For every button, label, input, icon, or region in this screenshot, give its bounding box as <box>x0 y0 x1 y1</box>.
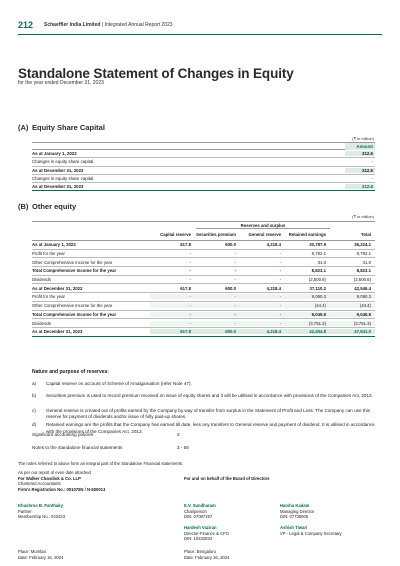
table-row <box>32 258 375 267</box>
other-equity-table <box>32 221 375 337</box>
partner-block <box>18 503 65 520</box>
capital-reserve-cell: 617.8 <box>150 329 195 334</box>
date-mumbai: Date: February 16, 2024 <box>18 554 64 560</box>
general-reserve-cell: - <box>240 321 285 326</box>
total-cell: 9,090.3 <box>330 294 375 299</box>
table-row <box>32 158 375 166</box>
partner-name: Khushroo B. Panthaky <box>18 503 63 508</box>
retained-earnings-cell: 30,787.9 <box>309 242 326 248</box>
reserves-group-header: Reserves and surplus <box>196 222 330 229</box>
place-date-mumbai <box>18 549 63 560</box>
table-row <box>32 319 375 328</box>
capital-reserve-cell: - <box>189 268 191 274</box>
section-a-heading <box>18 123 105 132</box>
equity-share-capital-table <box>32 142 375 191</box>
securities-premium-cell: 600.0 <box>225 242 236 248</box>
note-text: General reserve is created out of profits earned by the Company by way of transfer from surplus in the Statement of Profit and Loss. The Company can use this reserve for payment of dividends and/or issue of fully paid-up shares. <box>46 407 370 420</box>
securities-premium-cell: - <box>195 294 240 299</box>
securities-premium-cell: 600.0 <box>195 329 240 334</box>
cs-role: VP - Legal & Company Secretary <box>280 530 342 536</box>
header-rule <box>18 34 382 35</box>
integral-statement: The notes referred to above form an integral part of the Standalone Financial statements. <box>18 461 184 466</box>
place-mumbai: Place: Mumbai <box>18 549 46 554</box>
section-b-title: Other equity <box>32 202 77 211</box>
notes-heading: Nature and purpose of reserves: <box>32 369 109 375</box>
total-cell: 8,823.1 <box>356 268 371 274</box>
total-cell: 42,546.4 <box>354 285 371 291</box>
row-label: Other Comprehensive Income for the year <box>32 259 113 265</box>
retained-earnings-cell: 8,823.1 <box>311 268 326 274</box>
col-retained-earnings: Retained earnings <box>288 231 326 237</box>
auditor-name: For Walker Chandiok & Co. LLP <box>18 475 81 481</box>
total-cell: (3,751.3) <box>330 321 375 326</box>
retained-earnings-cell: 37,110.2 <box>309 285 326 291</box>
capital-reserve-cell: - <box>189 251 191 257</box>
capital-reserve-cell: - <box>150 321 195 326</box>
securities-premium-cell: - <box>195 321 240 326</box>
auditor-block <box>18 470 105 492</box>
table-row <box>32 241 375 250</box>
chair-role: Chairperson <box>184 508 207 514</box>
row-label: Profit for the year <box>32 294 65 300</box>
section-a-letter: (A) <box>18 123 29 132</box>
securities-premium-cell: - <box>234 268 236 274</box>
board-text: For and on behalf of the Board of Directors <box>184 476 270 481</box>
md-block <box>280 503 314 520</box>
table-row <box>32 267 375 276</box>
policies-value: 2 <box>177 432 180 437</box>
table-row <box>32 293 375 302</box>
company-name: Schaeffler India Limited <box>44 22 101 28</box>
partner-role: Partner <box>18 508 32 514</box>
md-name: Harsha Kadam <box>280 503 310 508</box>
total-cell: 31.0 <box>362 259 371 265</box>
notes-ref-label: Notes to the standalone financial statements <box>32 445 123 450</box>
row-amount: 312.6 <box>345 168 375 173</box>
row-label: As at December 31, 2022 <box>32 167 84 173</box>
col-total: Total <box>361 231 371 237</box>
col-general-reserve: General reserve <box>248 231 281 237</box>
capital-reserve-cell: - <box>150 312 195 317</box>
cfo-role: Director-Finance & CFO <box>184 530 229 536</box>
note-key: b) <box>32 393 37 398</box>
general-reserve-cell: 4,218.4 <box>266 285 281 291</box>
table-row <box>32 167 375 175</box>
page-number: 212 <box>18 20 34 30</box>
row-label: Dividends <box>32 277 51 283</box>
total-cell: 36,224.1 <box>354 242 371 248</box>
group-header-row <box>32 221 375 228</box>
accounting-policies-row <box>32 432 180 437</box>
policies-label: Significant accounting policies <box>32 432 94 437</box>
general-reserve-cell: - <box>279 251 281 257</box>
chair-name: E.V. Sundharam <box>184 503 216 508</box>
table-row <box>32 302 375 311</box>
table-row <box>32 328 375 337</box>
col-capital-reserve: Capital reserve <box>160 231 191 237</box>
securities-premium-cell: - <box>234 259 236 265</box>
row-label: Changes in equity share capital <box>32 176 94 182</box>
section-b-letter: (B) <box>18 202 29 211</box>
row-label: As at December 31, 2022 <box>32 285 83 291</box>
row-amount: - <box>371 159 373 165</box>
cfo-block <box>184 525 229 542</box>
reserve-note <box>32 381 377 388</box>
total-cell: (44.4) <box>330 303 375 308</box>
place-bengaluru: Place: Bengaluru <box>184 549 216 554</box>
report-title <box>44 22 173 28</box>
board-heading <box>184 476 270 482</box>
row-label: As at December 31, 2023 <box>32 329 83 335</box>
retained-earnings-cell: 31.0 <box>317 259 326 265</box>
table-row <box>32 250 375 259</box>
row-label: Dividends <box>32 320 51 326</box>
note-key: c) <box>32 407 36 413</box>
securities-premium-cell: 600.0 <box>225 285 236 291</box>
note-text: Securities premium is used to record premium received on issue of equity shares and it will be utilised in accordance with provisions of the Companies Act, 2013. <box>46 393 373 398</box>
general-reserve-cell: - <box>240 312 285 317</box>
table-row <box>32 175 375 183</box>
col-securities-premium: Securities premium <box>196 231 236 237</box>
general-reserve-cell: 4,218.4 <box>240 329 285 334</box>
reserve-note <box>32 408 377 421</box>
table-row <box>32 183 375 191</box>
amount-header: Amount <box>345 143 375 150</box>
table-row <box>32 311 375 320</box>
table-row <box>32 276 375 285</box>
capital-reserve-cell: - <box>189 277 191 283</box>
section-b-unit: (₹ in million) <box>352 214 374 219</box>
row-label: Total Comprehensive Income for the year <box>32 311 117 317</box>
general-reserve-cell: - <box>240 294 285 299</box>
auditor-type: Chartered Accountants <box>18 481 61 486</box>
row-label: Other Comprehensive Income for the year <box>32 303 113 309</box>
retained-earnings-cell: 8,792.1 <box>311 251 326 257</box>
page-header <box>18 18 382 32</box>
general-reserve-cell: - <box>279 277 281 283</box>
table-row <box>32 284 375 293</box>
row-label: Changes in equity share capital <box>32 159 94 165</box>
securities-premium-cell: - <box>195 312 240 317</box>
notes-reference-row <box>32 445 189 450</box>
column-header-row <box>32 228 375 241</box>
row-label: As at January 1, 2022 <box>32 242 76 248</box>
chair-din: DIN: 07087197 <box>184 514 213 519</box>
retained-earnings-cell: (3,751.3) <box>285 321 330 326</box>
md-role: Managing Director <box>280 508 315 514</box>
cs-block <box>280 525 342 536</box>
report-name: Integrated Annual Report 2023 <box>104 22 173 28</box>
cfo-name: Hardesh Vaziran <box>184 525 217 530</box>
total-cell: 9,045.9 <box>330 312 375 317</box>
row-amount: - <box>371 176 373 182</box>
md-din: DIN: 07736005 <box>280 514 309 519</box>
general-reserve-cell: - <box>279 268 281 274</box>
section-b-heading <box>18 202 76 211</box>
capital-reserve-cell: - <box>189 259 191 265</box>
general-reserve-cell: - <box>279 259 281 265</box>
securities-premium-cell: - <box>234 277 236 283</box>
cfo-din: DIN: 10232834 <box>184 536 213 541</box>
firm-registration: Firm's Registration No.: 001076N / N-500013 <box>18 486 106 492</box>
general-reserve-cell: - <box>240 303 285 308</box>
securities-premium-cell: - <box>234 251 236 257</box>
page-title: Standalone Statement of Changes in Equity <box>18 66 294 81</box>
retained-earnings-cell: 9,045.9 <box>285 312 330 317</box>
membership-number: Membership No.: 042423 <box>18 514 66 519</box>
table-row <box>32 150 375 158</box>
section-a-unit: (₹ in million) <box>352 136 374 141</box>
capital-reserve-cell: 617.8 <box>180 242 191 248</box>
total-cell: 47,841.0 <box>330 329 375 334</box>
retained-earnings-cell: 42,404.8 <box>285 329 330 334</box>
row-amount: 312.6 <box>345 184 375 189</box>
retained-earnings-cell: (44.4) <box>285 303 330 308</box>
retained-earnings-cell: 9,090.3 <box>285 294 330 299</box>
section-a-title: Equity Share Capital <box>32 123 105 132</box>
chair-block <box>184 503 216 520</box>
note-key: d) <box>32 422 37 427</box>
place-date-bengaluru <box>184 549 229 560</box>
cs-name: Ashish Tiwari <box>280 525 308 530</box>
per-report-text: As per our report of even date attached <box>18 470 91 475</box>
row-label: Profit for the year <box>32 251 65 257</box>
notes-ref-value: 3 - 56 <box>177 445 189 450</box>
row-amount: 312.6 <box>345 151 375 156</box>
header-separator: | <box>100 22 105 28</box>
reserve-note <box>32 393 377 400</box>
capital-reserve-cell: 617.8 <box>180 285 191 291</box>
table-header <box>32 142 375 150</box>
row-label: As at December 31, 2023 <box>32 184 84 190</box>
capital-reserve-cell: - <box>150 303 195 308</box>
note-key: a) <box>32 381 37 386</box>
row-label: Total Comprehensive Income for the year <box>32 268 117 274</box>
note-text: Capital reserve on account of Scheme of Amalgamation (refer Note 47). <box>46 381 192 386</box>
row-label: As at January 1, 2022 <box>32 151 77 157</box>
capital-reserve-cell: - <box>150 294 195 299</box>
total-cell: (2,500.8) <box>353 277 371 283</box>
retained-earnings-cell: (2,500.8) <box>308 277 326 283</box>
securities-premium-cell: - <box>195 303 240 308</box>
total-cell: 8,792.1 <box>356 251 371 257</box>
general-reserve-cell: 4,218.4 <box>266 242 281 248</box>
note-text: Retained earnings are the profits that the Company has earned till date, less any transfers to General reserve and payment of dividend. It is utilised in accordance with the provisions of the Companies Act, 2013. <box>46 422 375 434</box>
date-bengaluru: Date: February 16, 2024 <box>184 554 230 560</box>
page-subtitle: for the year ended December 31, 2023 <box>18 80 104 86</box>
